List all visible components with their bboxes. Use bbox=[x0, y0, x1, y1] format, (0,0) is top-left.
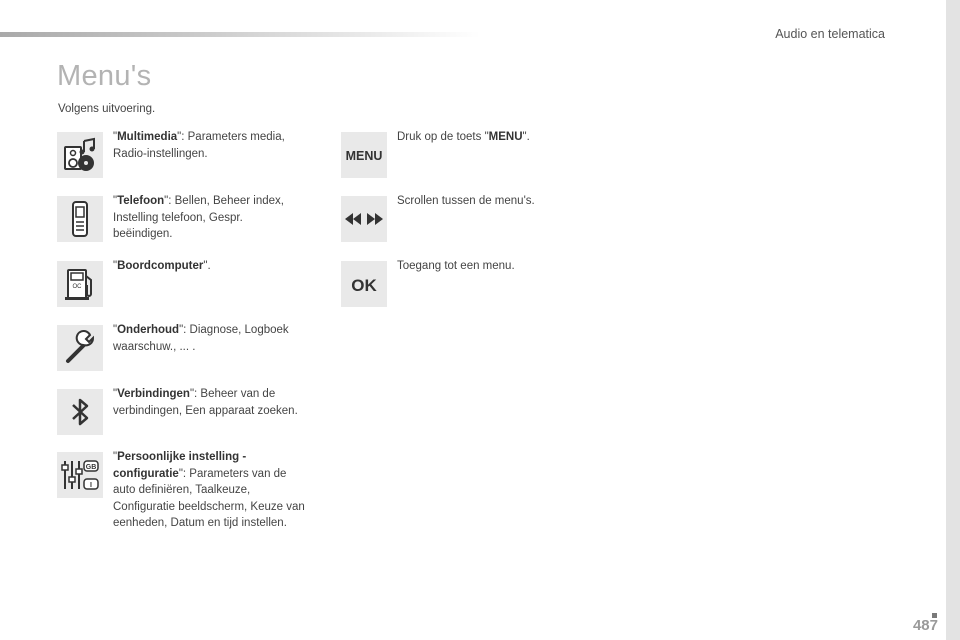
wrench-icon bbox=[57, 325, 103, 371]
page-edge-strip bbox=[946, 0, 960, 640]
menu-item-persoonlijke-instelling: "Persoonlijke instelling - configuratie": Parameters van de auto definiëren, Taalkeuze, Configuratie beeldscherm, Keuze van eenheden, Datum en tijd instellen. bbox=[113, 451, 305, 529]
control-arrows-text: Scrollen tussen de menu's. bbox=[397, 195, 535, 207]
fuel-pump-icon bbox=[57, 261, 103, 307]
bluetooth-icon bbox=[57, 389, 103, 435]
multimedia-icon bbox=[57, 132, 103, 178]
arrows-icon bbox=[341, 196, 387, 242]
page-number: 487 bbox=[912, 617, 938, 634]
control-menu-text: Druk op de toets "MENU". bbox=[397, 131, 530, 143]
header-gradient-bar bbox=[0, 32, 480, 37]
menu-item-boordcomputer: "Boordcomputer". bbox=[113, 260, 211, 272]
menu-item-multimedia: "Multimedia": Parameters media, Radio-instellingen. bbox=[113, 131, 285, 160]
page-subtitle: Volgens uitvoering. bbox=[58, 103, 156, 115]
settings-sliders-icon bbox=[57, 452, 103, 498]
page-title: Menu's bbox=[57, 60, 152, 92]
svg-text:GB: GB bbox=[85, 464, 97, 471]
menu-button-label: MENU bbox=[345, 149, 383, 163]
ok-button-icon bbox=[341, 261, 387, 307]
section-title: Audio en telematica bbox=[775, 27, 885, 41]
menu-item-onderhoud: "Onderhoud": Diagnose, Logboek waarschuw., ... . bbox=[113, 324, 289, 353]
control-ok-text: Toegang tot een menu. bbox=[397, 260, 515, 272]
phone-icon bbox=[57, 196, 103, 242]
ok-button-label: OK bbox=[351, 276, 377, 295]
svg-text:I: I bbox=[90, 482, 92, 489]
menu-item-telefoon: "Telefoon": Bellen, Beheer index, Instelling telefoon, Gespr. beëindigen. bbox=[113, 195, 284, 240]
svg-text:OC: OC bbox=[72, 284, 82, 290]
menu-item-verbindingen: "Verbindingen": Beheer van de verbindingen, Een apparaat zoeken. bbox=[113, 388, 298, 417]
menu-button-icon bbox=[341, 132, 387, 178]
